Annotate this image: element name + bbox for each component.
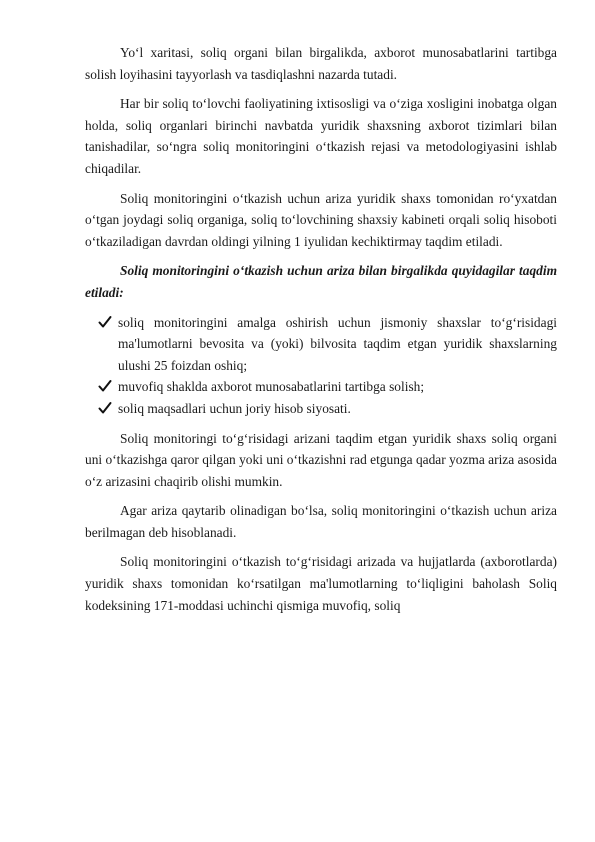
paragraph-roadmap: Yo‘l xaritasi, soliq organi bilan birgalikda, axborot munosabatlarini tartibga solish loyihasini tayyorlash va tasdiqlashni nazarda tutadi.: [85, 45, 557, 82]
requirements-list: [85, 312, 557, 420]
paragraph-application: Soliq monitoringini o‘tkazish uchun ariza yuridik shaxs tomonidan ro‘yxatdan o‘tgan joydagi soliq organiga, soliq to‘lovchining shaxsiy kabineti orqali soliq hisoboti o‘tkaziladigan davrdan oldingi yilning 1 iyulidan kechiktirmay taqdim etiladi.: [85, 190, 557, 249]
list-item-text: muvofiq shaklda axborot munosabatlarini tartibga solish;: [118, 379, 425, 395]
paragraph-withdrawal: Soliq monitoringi to‘g‘risidagi arizani taqdim etgan yuridik shaxs soliq organi uni o‘tkazishga qaror qilgan yoki uni o‘tkazishni rad etgunga qadar yozma ariza asosida o‘z arizasini chaqirib olishi mumkin.: [85, 430, 557, 489]
list-item: [85, 398, 557, 420]
checkmark-icon: [98, 315, 112, 329]
checkmark-icon: [98, 401, 112, 415]
paragraph-assessment: Soliq monitoringini o‘tkazish to‘g‘risidagi arizada va hujjatlarda (axborotlarda) yuridik shaxs tomonidan ko‘rsatilgan ma'lumotlarning to‘liqligini baholash Soliq kodeksining 171-moddasi uchinchi qismiga muvofiq, soliq: [85, 554, 557, 613]
section-heading: Soliq monitoringini o‘tkazish uchun ariza bilan birgalikda quyidagilar taqdim etiladi:: [85, 263, 557, 300]
document-page: [85, 42, 557, 624]
paragraph-tax-organs: Har bir soliq to‘lovchi faoliyatining ixtisosligi va o‘ziga xosligini inobatga olgan holda, soliq organlari birinchi navbatda yuridik shaxsning axborot tizimlari bilan tanishadilar, so‘ngra soliq monitoringini o‘tkazish rejasi va metodologiyasini ishlab chiqadilar.: [85, 96, 557, 176]
list-item-text: soliq maqsadlari uchun joriy hisob siyosati.: [118, 400, 351, 416]
list-item: [85, 312, 557, 377]
checkmark-icon: [98, 379, 112, 393]
list-item-text: soliq monitoringini amalga oshirish uchun jismoniy shaxslar to‘g‘risidagi ma'lumotlarni bevosita va (yoki) bilvosita taqdim etgan yuridik shaxslarning ulushi 25 foizdan oshiq;: [118, 314, 557, 373]
paragraph-returned: Agar ariza qaytarib olinadigan bo‘lsa, soliq monitoringini o‘tkazish uchun ariza berilmagan deb hisoblanadi.: [85, 503, 557, 540]
list-item: [85, 376, 557, 398]
